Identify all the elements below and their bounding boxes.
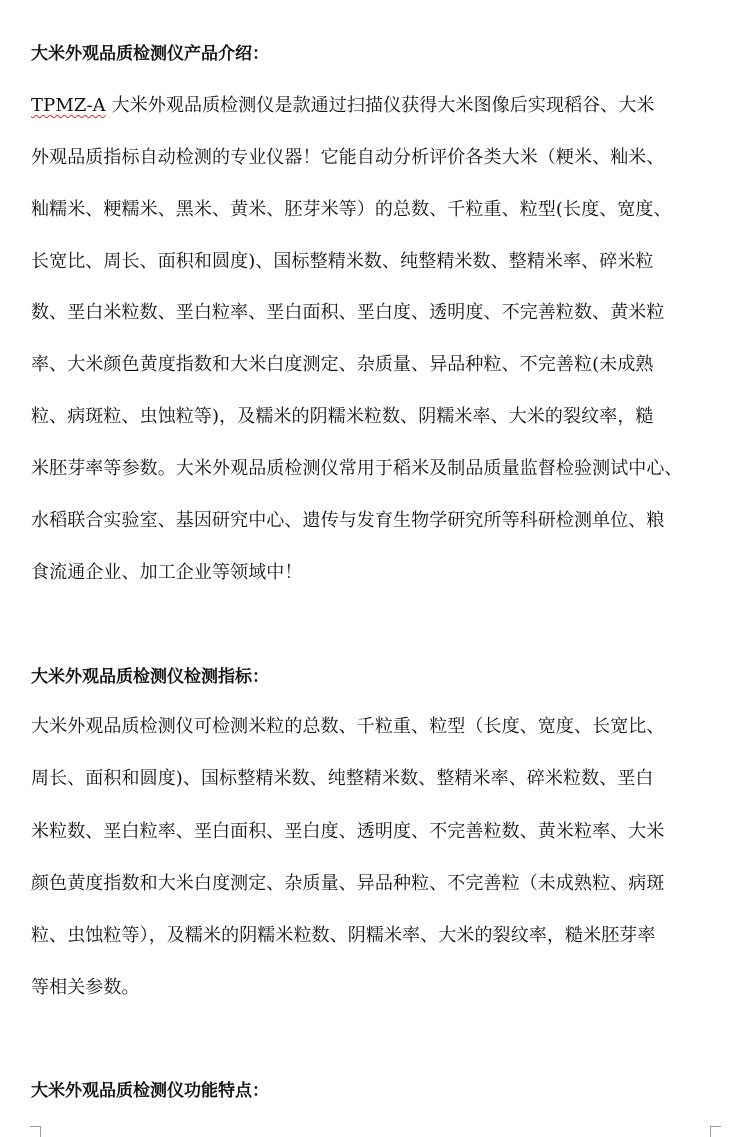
section-heading-intro: 大米外观品质检测仪产品介绍： <box>31 44 269 64</box>
paragraph-line: 周长、面积和圆度)、国标整精米数、纯整精米数、整精米率、碎米粒数、垩白 <box>31 768 654 789</box>
paragraph-line: 米粒数、垩白粒率、垩白面积、垩白度、透明度、不完善粒数、黄米粒率、大米 <box>31 821 665 842</box>
paragraph-line: 颜色黄度指数和大米白度测定、杂质量、异品种粒、不完善粒（未成熟粒、病斑 <box>31 873 665 894</box>
section-heading-features: 大米外观品质检测仪功能特点： <box>31 1081 269 1101</box>
section-heading-indicators: 大米外观品质检测仪检测指标： <box>31 667 269 687</box>
paragraph-line: 水稻联合实验室、基因研究中心、遗传与发育生物学研究所等科研检测单位、粮 <box>31 510 665 531</box>
page-margin-corner-mark <box>710 1126 721 1137</box>
paragraph-line: 食流通企业、加工企业等领域中！ <box>31 562 303 583</box>
paragraph-line: 米胚芽率等参数。大米外观品质检测仪常用于稻米及制品质量监督检验测试中心、 <box>31 458 683 479</box>
spellcheck-underlined-word: TPMZ-A <box>31 95 106 116</box>
paragraph-line: 数、垩白米粒数、垩白粒率、垩白面积、垩白度、透明度、不完善粒数、黄米粒 <box>31 302 665 323</box>
paragraph-line: 大米外观品质检测仪可检测米粒的总数、千粒重、粒型（长度、宽度、长宽比、 <box>31 716 665 737</box>
paragraph-line: 外观品质指标自动检测的专业仪器！它能自动分析评价各类大米（粳米、籼米、 <box>31 147 665 168</box>
paragraph-line: 等相关参数。 <box>31 977 140 998</box>
paragraph-line: 率、大米颜色黄度指数和大米白度测定、杂质量、异品种粒、不完善粒(未成熟 <box>31 354 654 375</box>
paragraph-line: 粒、虫蚀粒等），及糯米的阴糯米粒数、阴糯米率、大米的裂纹率，糙米胚芽率 <box>31 925 656 946</box>
paragraph-line: 粒、病斑粒、虫蚀粒等)，及糯米的阴糯米粒数、阴糯米率、大米的裂纹率，糙 <box>31 406 654 427</box>
paragraph-line <box>31 95 721 117</box>
paragraph-line: 长宽比、周长、面积和圆度)、国标整精米数、纯整精米数、整精米率、碎米粒 <box>31 251 654 272</box>
paragraph-line: 籼糯米、粳糯米、黑米、黄米、胚芽米等）的总数、千粒重、粒型(长度、宽度、 <box>31 199 672 220</box>
line-text: 大米外观品质检测仪是款通过扫描仪获得大米图像后实现稻谷、大米 <box>105 95 655 116</box>
page-margin-corner-mark <box>30 1126 41 1137</box>
